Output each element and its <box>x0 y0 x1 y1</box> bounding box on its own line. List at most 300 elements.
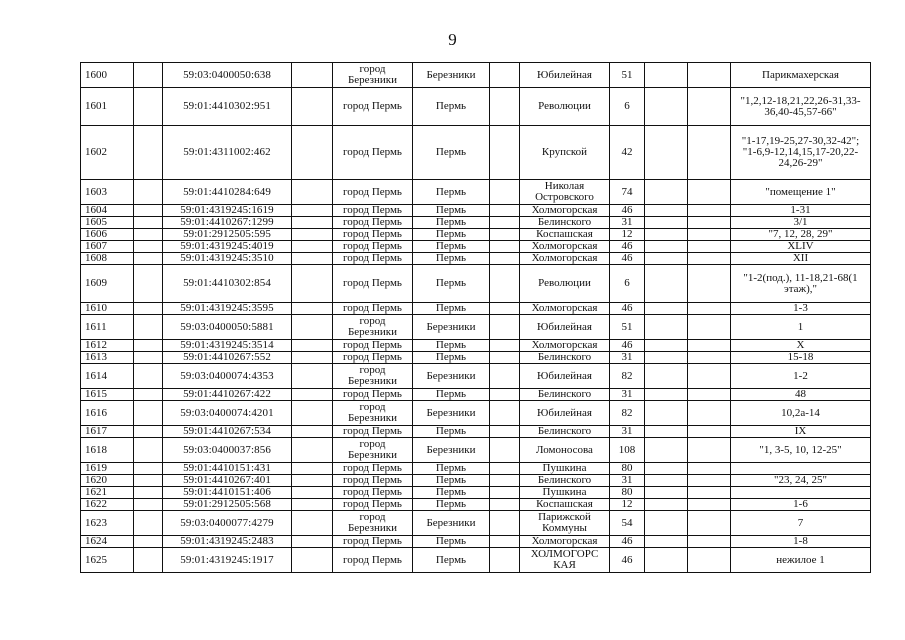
empty-cell <box>292 88 333 126</box>
premises-numbers: "7, 12, 28, 29" <box>731 229 871 241</box>
locality: Березники <box>413 63 490 88</box>
empty-cell <box>134 217 163 229</box>
premises-numbers: X <box>731 340 871 352</box>
municipality: город Пермь <box>333 548 413 573</box>
empty-cell <box>645 126 688 180</box>
empty-cell <box>688 253 731 265</box>
locality: Пермь <box>413 426 490 438</box>
property-registry-table <box>80 62 871 573</box>
locality: Пермь <box>413 180 490 205</box>
street-name: Коспашская <box>520 499 610 511</box>
cadastral-number: 59:03:0400074:4353 <box>163 364 292 389</box>
empty-cell <box>292 511 333 536</box>
registry-body <box>81 63 871 573</box>
locality: Пермь <box>413 487 490 499</box>
empty-cell <box>134 340 163 352</box>
locality: Пермь <box>413 253 490 265</box>
street-name: Пушкина <box>520 487 610 499</box>
street-name: Крупской <box>520 126 610 180</box>
premises-numbers: нежилое 1 <box>731 548 871 573</box>
empty-cell <box>134 536 163 548</box>
street-name: Холмогорская <box>520 340 610 352</box>
empty-cell <box>292 487 333 499</box>
empty-cell <box>490 205 520 217</box>
empty-cell <box>490 303 520 315</box>
locality: Пермь <box>413 499 490 511</box>
premises-numbers: "1-17,19-25,27-30,32-42"; "1-6,9-12,14,15,17-20,22-24,26-29" <box>731 126 871 180</box>
house-number: 6 <box>610 265 645 303</box>
table-row <box>81 536 871 548</box>
empty-cell <box>134 315 163 340</box>
cadastral-number: 59:01:4410151:406 <box>163 487 292 499</box>
street-name: Холмогорская <box>520 303 610 315</box>
empty-cell <box>292 340 333 352</box>
empty-cell <box>645 229 688 241</box>
row-number: 1604 <box>81 205 134 217</box>
house-number: 31 <box>610 217 645 229</box>
empty-cell <box>134 487 163 499</box>
locality: Пермь <box>413 352 490 364</box>
empty-cell <box>490 340 520 352</box>
municipality: город Березники <box>333 315 413 340</box>
table-row <box>81 265 871 303</box>
premises-numbers: XLIV <box>731 241 871 253</box>
empty-cell <box>688 229 731 241</box>
empty-cell <box>645 180 688 205</box>
empty-cell <box>134 438 163 463</box>
empty-cell <box>490 63 520 88</box>
street-name: Революции <box>520 88 610 126</box>
municipality: город Пермь <box>333 265 413 303</box>
row-number: 1610 <box>81 303 134 315</box>
empty-cell <box>688 352 731 364</box>
empty-cell <box>688 475 731 487</box>
empty-cell <box>292 401 333 426</box>
empty-cell <box>490 253 520 265</box>
row-number: 1616 <box>81 401 134 426</box>
empty-cell <box>292 463 333 475</box>
premises-numbers: "1,2,12-18,21,22,26-31,33-36,40-45,57-66" <box>731 88 871 126</box>
premises-numbers: 10,2а-14 <box>731 401 871 426</box>
street-name: Белинского <box>520 352 610 364</box>
empty-cell <box>292 241 333 253</box>
house-number: 31 <box>610 426 645 438</box>
empty-cell <box>292 352 333 364</box>
empty-cell <box>292 499 333 511</box>
street-name: Коспашская <box>520 229 610 241</box>
empty-cell <box>134 180 163 205</box>
locality: Березники <box>413 401 490 426</box>
municipality: город Пермь <box>333 126 413 180</box>
empty-cell <box>490 180 520 205</box>
premises-numbers: IX <box>731 426 871 438</box>
house-number: 46 <box>610 241 645 253</box>
empty-cell <box>645 463 688 475</box>
municipality: город Березники <box>333 511 413 536</box>
empty-cell <box>688 63 731 88</box>
empty-cell <box>688 88 731 126</box>
house-number: 46 <box>610 548 645 573</box>
municipality: город Березники <box>333 364 413 389</box>
empty-cell <box>490 487 520 499</box>
cadastral-number: 59:01:4319245:3510 <box>163 253 292 265</box>
premises-numbers: "23, 24, 25" <box>731 475 871 487</box>
cadastral-number: 59:01:4319245:3514 <box>163 340 292 352</box>
street-name: Ломоносова <box>520 438 610 463</box>
house-number: 31 <box>610 352 645 364</box>
locality: Березники <box>413 438 490 463</box>
locality: Пермь <box>413 88 490 126</box>
house-number: 82 <box>610 364 645 389</box>
municipality: город Пермь <box>333 389 413 401</box>
house-number: 12 <box>610 499 645 511</box>
empty-cell <box>292 438 333 463</box>
row-number: 1603 <box>81 180 134 205</box>
premises-numbers: 48 <box>731 389 871 401</box>
row-number: 1618 <box>81 438 134 463</box>
empty-cell <box>490 126 520 180</box>
empty-cell <box>490 265 520 303</box>
row-number: 1613 <box>81 352 134 364</box>
cadastral-number: 59:01:4319245:2483 <box>163 536 292 548</box>
row-number: 1614 <box>81 364 134 389</box>
municipality: город Пермь <box>333 352 413 364</box>
row-number: 1608 <box>81 253 134 265</box>
table-row <box>81 499 871 511</box>
table-row <box>81 475 871 487</box>
locality: Березники <box>413 364 490 389</box>
empty-cell <box>134 548 163 573</box>
empty-cell <box>490 536 520 548</box>
row-number: 1621 <box>81 487 134 499</box>
table-row <box>81 126 871 180</box>
empty-cell <box>645 303 688 315</box>
table-row <box>81 511 871 536</box>
empty-cell <box>688 180 731 205</box>
empty-cell <box>645 340 688 352</box>
municipality: город Березники <box>333 401 413 426</box>
premises-numbers: 1-2 <box>731 364 871 389</box>
row-number: 1620 <box>81 475 134 487</box>
empty-cell <box>688 364 731 389</box>
empty-cell <box>134 241 163 253</box>
empty-cell <box>134 126 163 180</box>
empty-cell <box>134 63 163 88</box>
locality: Пермь <box>413 229 490 241</box>
municipality: город Пермь <box>333 475 413 487</box>
empty-cell <box>134 426 163 438</box>
empty-cell <box>292 303 333 315</box>
house-number: 51 <box>610 315 645 340</box>
premises-numbers: 1-8 <box>731 536 871 548</box>
row-number: 1601 <box>81 88 134 126</box>
empty-cell <box>134 265 163 303</box>
row-number: 1619 <box>81 463 134 475</box>
empty-cell <box>645 217 688 229</box>
empty-cell <box>688 511 731 536</box>
locality: Пермь <box>413 548 490 573</box>
locality: Пермь <box>413 463 490 475</box>
empty-cell <box>490 315 520 340</box>
cadastral-number: 59:01:4410267:401 <box>163 475 292 487</box>
cadastral-number: 59:01:4410302:951 <box>163 88 292 126</box>
empty-cell <box>645 315 688 340</box>
table-row <box>81 88 871 126</box>
premises-numbers: "1, 3-5, 10, 12-25" <box>731 438 871 463</box>
row-number: 1607 <box>81 241 134 253</box>
empty-cell <box>645 241 688 253</box>
premises-numbers: 1-6 <box>731 499 871 511</box>
premises-numbers: "помещение 1" <box>731 180 871 205</box>
street-name: Николая Островского <box>520 180 610 205</box>
cadastral-number: 59:01:2912505:568 <box>163 499 292 511</box>
empty-cell <box>688 487 731 499</box>
house-number: 80 <box>610 487 645 499</box>
locality: Пермь <box>413 241 490 253</box>
empty-cell <box>292 63 333 88</box>
street-name: Белинского <box>520 389 610 401</box>
empty-cell <box>645 426 688 438</box>
municipality: город Пермь <box>333 88 413 126</box>
empty-cell <box>490 426 520 438</box>
street-name: Юбилейная <box>520 401 610 426</box>
municipality: город Пермь <box>333 487 413 499</box>
municipality: город Пермь <box>333 340 413 352</box>
row-number: 1612 <box>81 340 134 352</box>
premises-numbers: 7 <box>731 511 871 536</box>
house-number: 6 <box>610 88 645 126</box>
municipality: город Пермь <box>333 229 413 241</box>
table-row <box>81 438 871 463</box>
row-number: 1600 <box>81 63 134 88</box>
street-name: Белинского <box>520 475 610 487</box>
locality: Пермь <box>413 475 490 487</box>
street-name: Холмогорская <box>520 205 610 217</box>
empty-cell <box>490 229 520 241</box>
locality: Пермь <box>413 265 490 303</box>
row-number: 1606 <box>81 229 134 241</box>
locality: Пермь <box>413 205 490 217</box>
cadastral-number: 59:03:0400050:638 <box>163 63 292 88</box>
premises-numbers <box>731 487 871 499</box>
table-row <box>81 253 871 265</box>
premises-numbers: Парикмахерская <box>731 63 871 88</box>
cadastral-number: 59:01:4410151:431 <box>163 463 292 475</box>
house-number: 12 <box>610 229 645 241</box>
empty-cell <box>645 389 688 401</box>
empty-cell <box>292 180 333 205</box>
empty-cell <box>688 548 731 573</box>
house-number: 74 <box>610 180 645 205</box>
empty-cell <box>645 401 688 426</box>
premises-numbers: "1-2(под.), 11-18,21-68(1 этаж)," <box>731 265 871 303</box>
table-row <box>81 340 871 352</box>
empty-cell <box>645 63 688 88</box>
house-number: 31 <box>610 389 645 401</box>
house-number: 82 <box>610 401 645 426</box>
table-row <box>81 180 871 205</box>
empty-cell <box>292 205 333 217</box>
street-name: Белинского <box>520 426 610 438</box>
empty-cell <box>688 499 731 511</box>
house-number: 54 <box>610 511 645 536</box>
empty-cell <box>292 265 333 303</box>
empty-cell <box>490 88 520 126</box>
cadastral-number: 59:01:4319245:4019 <box>163 241 292 253</box>
empty-cell <box>645 352 688 364</box>
empty-cell <box>688 303 731 315</box>
table-row <box>81 205 871 217</box>
street-name: Холмогорская <box>520 241 610 253</box>
empty-cell <box>645 265 688 303</box>
cadastral-number: 59:03:0400050:5881 <box>163 315 292 340</box>
locality: Пермь <box>413 536 490 548</box>
cadastral-number: 59:03:0400077:4279 <box>163 511 292 536</box>
locality: Пермь <box>413 340 490 352</box>
empty-cell <box>645 205 688 217</box>
empty-cell <box>688 241 731 253</box>
street-name: Юбилейная <box>520 315 610 340</box>
municipality: город Пермь <box>333 426 413 438</box>
premises-numbers: 15-18 <box>731 352 871 364</box>
cadastral-number: 59:01:4410267:552 <box>163 352 292 364</box>
street-name: ХОЛМОГОРС КАЯ <box>520 548 610 573</box>
street-name: Холмогорская <box>520 253 610 265</box>
municipality: город Пермь <box>333 499 413 511</box>
municipality: город Пермь <box>333 253 413 265</box>
empty-cell <box>134 303 163 315</box>
street-name: Пушкина <box>520 463 610 475</box>
municipality: город Березники <box>333 438 413 463</box>
empty-cell <box>134 253 163 265</box>
row-number: 1611 <box>81 315 134 340</box>
empty-cell <box>490 389 520 401</box>
empty-cell <box>292 536 333 548</box>
table-row <box>81 352 871 364</box>
empty-cell <box>134 511 163 536</box>
empty-cell <box>292 426 333 438</box>
empty-cell <box>292 364 333 389</box>
locality: Пермь <box>413 217 490 229</box>
table-row <box>81 63 871 88</box>
empty-cell <box>134 463 163 475</box>
row-number: 1624 <box>81 536 134 548</box>
empty-cell <box>645 364 688 389</box>
empty-cell <box>292 217 333 229</box>
empty-cell <box>134 475 163 487</box>
empty-cell <box>490 217 520 229</box>
premises-numbers <box>731 463 871 475</box>
table-row <box>81 217 871 229</box>
table-row <box>81 315 871 340</box>
table-row <box>81 463 871 475</box>
row-number: 1617 <box>81 426 134 438</box>
empty-cell <box>292 315 333 340</box>
empty-cell <box>292 475 333 487</box>
row-number: 1625 <box>81 548 134 573</box>
empty-cell <box>490 463 520 475</box>
row-number: 1623 <box>81 511 134 536</box>
cadastral-number: 59:01:4311002:462 <box>163 126 292 180</box>
premises-numbers: 1-3 <box>731 303 871 315</box>
house-number: 42 <box>610 126 645 180</box>
empty-cell <box>688 205 731 217</box>
empty-cell <box>645 511 688 536</box>
row-number: 1609 <box>81 265 134 303</box>
empty-cell <box>490 352 520 364</box>
municipality: город Пермь <box>333 463 413 475</box>
cadastral-number: 59:01:4410267:422 <box>163 389 292 401</box>
empty-cell <box>134 389 163 401</box>
row-number: 1605 <box>81 217 134 229</box>
house-number: 46 <box>610 303 645 315</box>
empty-cell <box>134 205 163 217</box>
empty-cell <box>688 340 731 352</box>
row-number: 1602 <box>81 126 134 180</box>
municipality: город Пермь <box>333 205 413 217</box>
house-number: 51 <box>610 63 645 88</box>
table-row <box>81 548 871 573</box>
street-name: Холмогорская <box>520 536 610 548</box>
locality: Березники <box>413 511 490 536</box>
locality: Пермь <box>413 389 490 401</box>
premises-numbers: XII <box>731 253 871 265</box>
cadastral-number: 59:01:4319245:1619 <box>163 205 292 217</box>
street-name: Юбилейная <box>520 364 610 389</box>
cadastral-number: 59:03:0400037:856 <box>163 438 292 463</box>
locality: Березники <box>413 315 490 340</box>
empty-cell <box>688 426 731 438</box>
empty-cell <box>292 389 333 401</box>
house-number: 80 <box>610 463 645 475</box>
municipality: город Березники <box>333 63 413 88</box>
premises-numbers: 1 <box>731 315 871 340</box>
municipality: город Пермь <box>333 303 413 315</box>
cadastral-number: 59:01:4410302:854 <box>163 265 292 303</box>
empty-cell <box>645 536 688 548</box>
house-number: 108 <box>610 438 645 463</box>
empty-cell <box>292 126 333 180</box>
house-number: 46 <box>610 340 645 352</box>
empty-cell <box>292 229 333 241</box>
cadastral-number: 59:01:4410284:649 <box>163 180 292 205</box>
street-name: Белинского <box>520 217 610 229</box>
table-row <box>81 401 871 426</box>
locality: Пермь <box>413 126 490 180</box>
municipality: город Пермь <box>333 217 413 229</box>
cadastral-number: 59:01:4410267:1299 <box>163 217 292 229</box>
empty-cell <box>688 536 731 548</box>
table-row <box>81 364 871 389</box>
empty-cell <box>490 438 520 463</box>
empty-cell <box>134 352 163 364</box>
empty-cell <box>688 126 731 180</box>
empty-cell <box>645 487 688 499</box>
empty-cell <box>688 463 731 475</box>
empty-cell <box>645 499 688 511</box>
empty-cell <box>645 548 688 573</box>
empty-cell <box>490 241 520 253</box>
cadastral-number: 59:01:4319245:3595 <box>163 303 292 315</box>
cadastral-number: 59:01:4410267:534 <box>163 426 292 438</box>
row-number: 1622 <box>81 499 134 511</box>
empty-cell <box>134 229 163 241</box>
house-number: 46 <box>610 253 645 265</box>
empty-cell <box>134 401 163 426</box>
premises-numbers: 1-31 <box>731 205 871 217</box>
empty-cell <box>688 217 731 229</box>
table-row <box>81 303 871 315</box>
